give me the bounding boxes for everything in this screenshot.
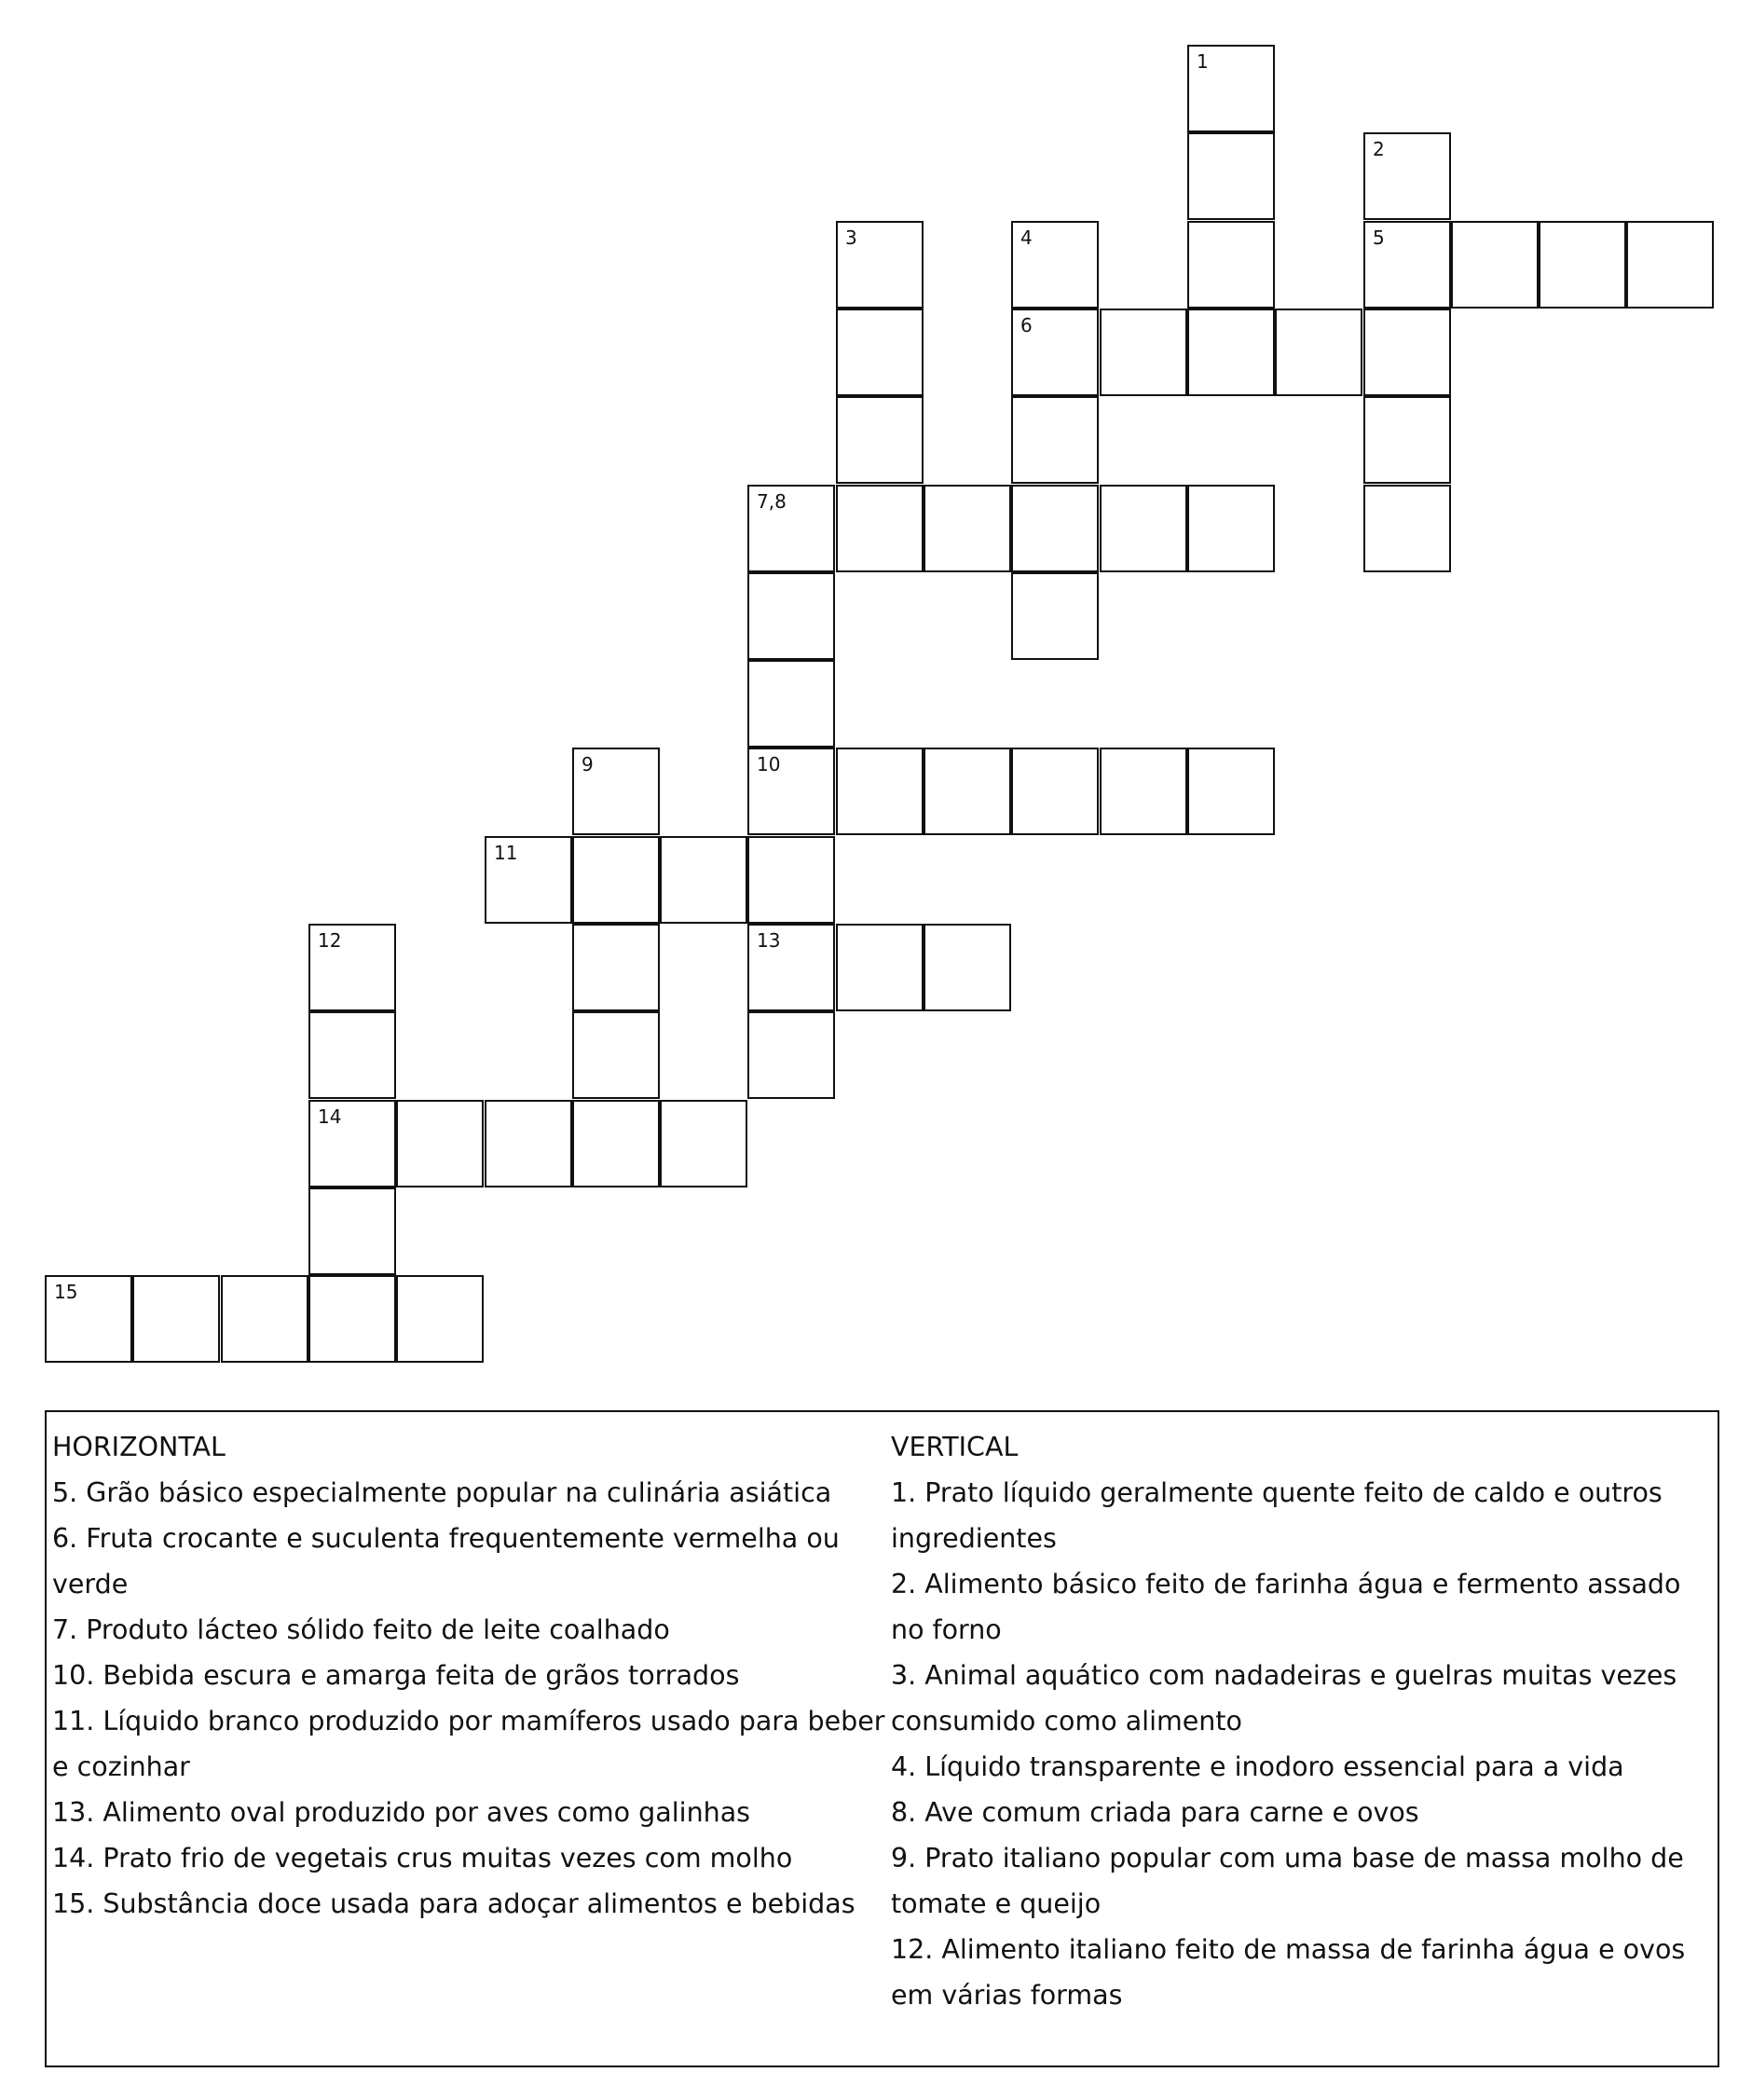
grid-cell[interactable] xyxy=(308,924,396,1011)
grid-cell[interactable] xyxy=(1011,572,1099,660)
grid-cell[interactable] xyxy=(747,572,835,660)
clue-down-12: 12. Alimento italiano feito de massa de farinha água e ovos em várias formas xyxy=(891,1934,1686,2011)
clue-across-15: 15. Substância doce usada para adoçar alimentos e bebidas xyxy=(52,1888,855,1919)
grid-cell[interactable] xyxy=(747,836,835,924)
grid-cell[interactable] xyxy=(1187,132,1275,220)
grid-cell[interactable] xyxy=(747,748,835,835)
grid-cell[interactable] xyxy=(572,1011,660,1099)
grid-cell[interactable] xyxy=(747,1011,835,1099)
vertical-clues xyxy=(891,1424,1711,2018)
horizontal-heading: HORIZONTAL xyxy=(52,1432,226,1462)
grid-cell[interactable] xyxy=(836,221,924,309)
clue-across-7: 7. Produto lácteo sólido feito de leite coalhado xyxy=(52,1614,670,1645)
grid-cell[interactable] xyxy=(1626,221,1714,309)
clue-number: 7,8 xyxy=(757,490,787,513)
grid-cell[interactable] xyxy=(1011,396,1099,484)
grid-cell[interactable] xyxy=(485,836,572,924)
grid-cell[interactable] xyxy=(1187,485,1275,572)
grid-cell[interactable] xyxy=(1363,485,1451,572)
grid-cell[interactable] xyxy=(747,660,835,748)
grid-cell[interactable] xyxy=(1100,309,1187,396)
clue-number: 9 xyxy=(582,753,594,775)
clue-number: 5 xyxy=(1373,226,1385,249)
grid-cell[interactable] xyxy=(1187,221,1275,309)
clue-number: 1 xyxy=(1197,50,1209,73)
grid-cell[interactable] xyxy=(924,748,1011,835)
clue-across-10: 10. Bebida escura e amarga feita de grãos torrados xyxy=(52,1660,740,1691)
grid-cell[interactable] xyxy=(308,1275,396,1363)
grid-cell[interactable] xyxy=(1011,221,1099,309)
grid-cell[interactable] xyxy=(572,748,660,835)
grid-cell[interactable] xyxy=(572,836,660,924)
grid-cell[interactable] xyxy=(836,924,924,1011)
grid-cell[interactable] xyxy=(308,1187,396,1275)
clue-down-9: 9. Prato italiano popular com uma base de massa molho de tomate e queijo xyxy=(891,1843,1684,1919)
clue-down-1: 1. Prato líquido geralmente quente feito de caldo e outros ingredientes xyxy=(891,1477,1663,1554)
clue-number: 15 xyxy=(54,1281,78,1303)
grid-cell[interactable] xyxy=(836,485,924,572)
grid-cell[interactable] xyxy=(1011,309,1099,396)
clue-down-3: 3. Animal aquático com nadadeiras e guelras muitas vezes consumido como alimento xyxy=(891,1660,1677,1736)
grid-cell[interactable] xyxy=(1275,309,1362,396)
clue-number: 2 xyxy=(1373,138,1385,160)
grid-cell[interactable] xyxy=(1539,221,1626,309)
clue-number: 14 xyxy=(318,1105,342,1128)
grid-cell[interactable] xyxy=(1363,221,1451,309)
grid-cell[interactable] xyxy=(660,836,747,924)
clue-number: 13 xyxy=(757,929,781,952)
grid-cell[interactable] xyxy=(308,1100,396,1187)
grid-cell[interactable] xyxy=(1100,748,1187,835)
grid-cell[interactable] xyxy=(132,1275,220,1363)
grid-cell[interactable] xyxy=(747,485,835,572)
clue-across-6: 6. Fruta crocante e suculenta frequentemente vermelha ou verde xyxy=(52,1523,840,1599)
clue-number: 10 xyxy=(757,753,781,775)
grid-cell[interactable] xyxy=(308,1011,396,1099)
grid-cell[interactable] xyxy=(1011,485,1099,572)
clue-down-8: 8. Ave comum criada para carne e ovos xyxy=(891,1797,1419,1828)
grid-cell[interactable] xyxy=(572,1100,660,1187)
grid-cell[interactable] xyxy=(572,924,660,1011)
clue-down-4: 4. Líquido transparente e inodoro essencial para a vida xyxy=(891,1751,1624,1782)
grid-cell[interactable] xyxy=(1187,748,1275,835)
grid-cell[interactable] xyxy=(1451,221,1539,309)
grid-cell[interactable] xyxy=(836,748,924,835)
clue-number: 3 xyxy=(845,226,857,249)
grid-cell[interactable] xyxy=(1187,45,1275,132)
clue-across-5: 5. Grão básico especialmente popular na culinária asiática xyxy=(52,1477,832,1508)
grid-cell[interactable] xyxy=(1100,485,1187,572)
clue-number: 6 xyxy=(1020,314,1033,336)
grid-cell[interactable] xyxy=(660,1100,747,1187)
grid-cell[interactable] xyxy=(1187,309,1275,396)
vertical-heading: VERTICAL xyxy=(891,1432,1019,1462)
grid-cell[interactable] xyxy=(836,309,924,396)
horizontal-clues xyxy=(52,1424,891,1927)
grid-cell[interactable] xyxy=(1011,748,1099,835)
grid-cell[interactable] xyxy=(396,1100,484,1187)
clue-number: 12 xyxy=(318,929,342,952)
clue-across-14: 14. Prato frio de vegetais crus muitas vezes com molho xyxy=(52,1843,793,1874)
grid-cell[interactable] xyxy=(924,485,1011,572)
clue-across-11: 11. Líquido branco produzido por mamíferos usado para beber e cozinhar xyxy=(52,1706,885,1782)
grid-cell[interactable] xyxy=(45,1275,132,1363)
grid-cell[interactable] xyxy=(747,924,835,1011)
grid-cell[interactable] xyxy=(221,1275,308,1363)
clue-number: 11 xyxy=(494,842,518,864)
grid-cell[interactable] xyxy=(1363,132,1451,220)
clue-number: 4 xyxy=(1020,226,1033,249)
grid-cell[interactable] xyxy=(1363,396,1451,484)
clue-down-2: 2. Alimento básico feito de farinha água e fermento assado no forno xyxy=(891,1569,1681,1645)
grid-cell[interactable] xyxy=(836,396,924,484)
grid-cell[interactable] xyxy=(485,1100,572,1187)
clues-box xyxy=(45,1410,1719,2067)
grid-cell[interactable] xyxy=(1363,309,1451,396)
clue-across-13: 13. Alimento oval produzido por aves como galinhas xyxy=(52,1797,751,1828)
grid-cell[interactable] xyxy=(924,924,1011,1011)
grid-cell[interactable] xyxy=(396,1275,484,1363)
